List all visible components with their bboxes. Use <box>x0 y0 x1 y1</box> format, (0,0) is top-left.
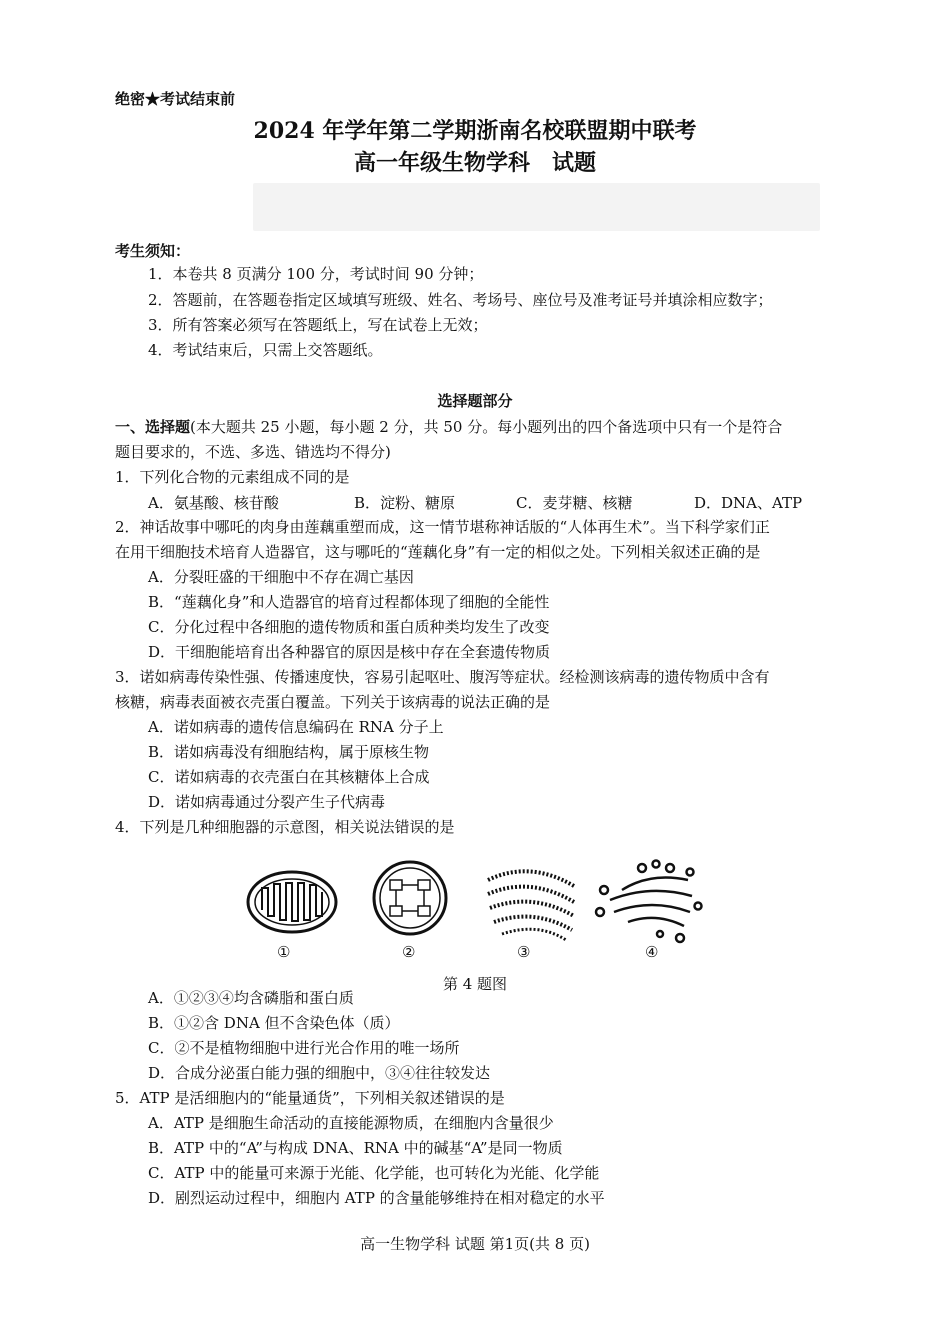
section-intro <box>115 417 782 437</box>
question-2-option-d: D．干细胞能培育出各种器官的原因是核中存在全套遗传物质 <box>148 643 551 661</box>
figure-caption: 第 4 题图 <box>442 975 508 993</box>
question-3-option-b: B．诺如病毒没有细胞结构，属于原核生物 <box>148 743 430 761</box>
question-3-option-c: C．诺如病毒的衣壳蛋白在其核糖体上合成 <box>148 768 430 786</box>
confidential-label: 绝密★考试结束前 <box>115 90 236 108</box>
section-intro-text: (本大题共 25 小题，每小题 2 分，共 50 分。每小题列出的四个备选项中只有一个是符合 <box>190 418 783 436</box>
question-5-option-c: C．ATP 中的能量可来源于光能、化学能，也可转化为光能、化学能 <box>148 1164 600 1182</box>
question-1-option-a: A．氨基酸、核苷酸 <box>148 494 279 512</box>
figure-label-1: ① <box>277 943 291 961</box>
question-2-option-a: A．分裂旺盛的干细胞中不存在凋亡基因 <box>148 568 414 586</box>
question-5-option-a: A．ATP 是细胞生命活动的直接能源物质，在细胞内含量很少 <box>148 1114 554 1132</box>
question-2-stem-line1: 2．神话故事中哪吒的肉身由莲藕重塑而成，这一情节堪称神话版的“人体再生术”。当下科学家们正 <box>115 518 770 536</box>
notice-item: 4．考试结束后，只需上交答题纸。 <box>148 341 383 359</box>
notice-item: 1．本卷共 8 页满分 100 分，考试时间 90 分钟； <box>148 265 484 283</box>
figure-label-3: ③ <box>517 943 531 961</box>
question-2-option-b: B．“莲藕化身”和人造器官的培育过程都体现了细胞的全能性 <box>148 593 550 611</box>
section-title: 选择题部分 <box>437 392 513 410</box>
question-1-options <box>148 492 868 513</box>
question-5-option-b: B．ATP 中的“A”与构成 DNA、RNA 中的碱基“A”是同一物质 <box>148 1139 563 1157</box>
question-4-option-a: A．①②③④均含磷脂和蛋白质 <box>148 989 354 1007</box>
question-1-option-d: D．DNA、ATP <box>694 494 803 512</box>
question-5-stem: 5．ATP 是活细胞内的“能量通货”，下列相关叙述错误的是 <box>115 1089 505 1107</box>
question-3-stem-line1: 3．诺如病毒传染性强、传播速度快，容易引起呕吐、腹泻等症状。经检测该病毒的遗传物质中含有 <box>115 668 770 686</box>
redacted-area <box>253 183 820 231</box>
question-3-stem-line2: 核糖，病毒表面被衣壳蛋白覆盖。下列关于该病毒的说法正确的是 <box>115 693 551 711</box>
figure-label-2: ② <box>402 943 416 961</box>
organelle-figure <box>240 850 710 960</box>
section-intro-line2: 题目要求的，不选、多选、错选均不得分) <box>115 443 391 461</box>
question-2-option-c: C．分化过程中各细胞的遗传物质和蛋白质种类均发生了改变 <box>148 618 550 636</box>
figure-label-4: ④ <box>645 943 659 961</box>
question-1-stem: 1．下列化合物的元素组成不同的是 <box>115 468 350 486</box>
question-1-option-b: B．淀粉、糖原 <box>354 494 456 512</box>
notice-item: 2．答题前，在答题卷指定区域填写班级、姓名、考场号、座位号及准考证号并填涂相应数字； <box>148 291 773 309</box>
question-3-option-a: A．诺如病毒的遗传信息编码在 RNA 分子上 <box>148 718 444 736</box>
question-2-stem-line2: 在用干细胞技术培育人造器官，这与哪吒的“莲藕化身”有一定的相似之处。下列相关叙述正确的是 <box>115 543 761 561</box>
mitochondrion-diagram <box>248 872 336 932</box>
question-4-option-c: C．②不是植物细胞中进行光合作用的唯一场所 <box>148 1039 460 1057</box>
exam-subtitle: 高一年级生物学科 试题 <box>353 150 596 176</box>
question-4-option-d: D．合成分泌蛋白能力强的细胞中，③④往往较发达 <box>148 1064 491 1082</box>
question-4-option-b: B．①②含 DNA 但不含染色体（质） <box>148 1014 400 1032</box>
chloroplast-diagram <box>374 862 446 934</box>
exam-title: 2024 年学年第二学期浙南名校联盟期中联考 <box>253 118 697 144</box>
notice-title: 考生须知： <box>115 242 191 260</box>
endoplasmic-reticulum-diagram <box>488 871 574 940</box>
section-intro-bold: 一、选择题 <box>115 418 191 436</box>
question-5-option-d: D．剧烈运动过程中，细胞内 ATP 的含量能够维持在相对稳定的水平 <box>148 1189 605 1207</box>
question-3-option-d: D．诺如病毒通过分裂产生子代病毒 <box>148 793 386 811</box>
question-1-option-c: C．麦芽糖、核糖 <box>516 494 633 512</box>
page-footer: 高一生物学科 试题 第1页(共 8 页) <box>360 1235 590 1253</box>
golgi-apparatus-diagram <box>596 861 702 943</box>
notice-item: 3．所有答案必须写在答题纸上，写在试卷上无效； <box>148 316 488 334</box>
question-4-stem: 4．下列是几种细胞器的示意图，相关说法错误的是 <box>115 818 455 836</box>
